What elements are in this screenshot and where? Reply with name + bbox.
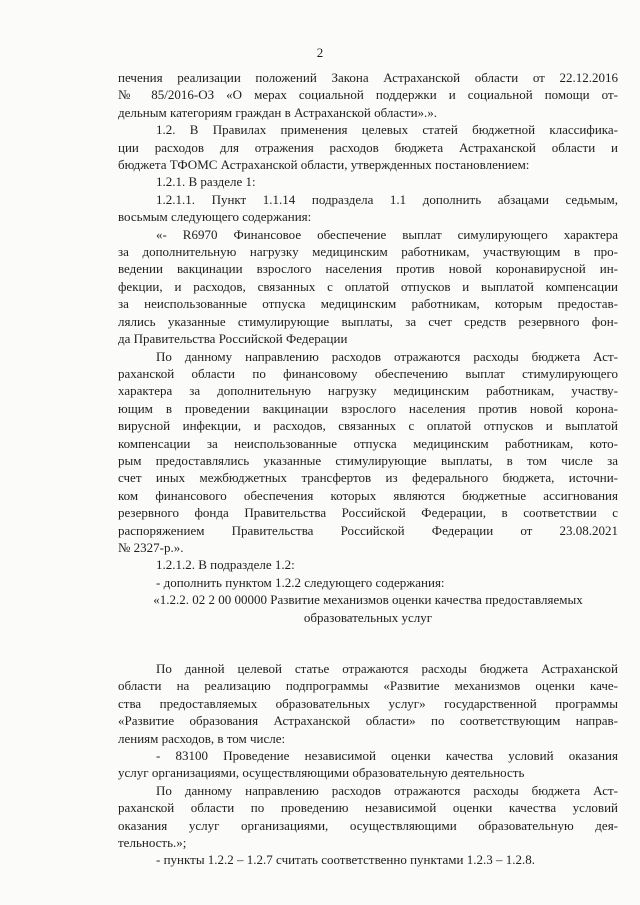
text-line: 1.2.1.1. Пункт 1.1.14 подраздела 1.1 дополнить абзацами седьмым, xyxy=(156,191,618,207)
text-line: № 2327-р.». xyxy=(118,539,184,555)
text-line: 1.2.1. В разделе 1: xyxy=(156,174,256,190)
document-body xyxy=(118,69,618,869)
text-line: счет иных межбюджетных трансфертов из федерального бюджета, источни- xyxy=(118,470,618,486)
text-line: ком финансового обеспечения которых являются бюджетные ассигнования xyxy=(118,487,618,503)
text-line: - дополнить пунктом 1.2.2 следующего содержания: xyxy=(156,574,445,590)
text-line: ющим в проведении вакцинации взрослого населения против новой корона- xyxy=(118,400,618,416)
text-line: печения реализации положений Закона Астраханской области от 22.12.2016 xyxy=(118,70,618,85)
text-line: По данной целевой статье отражаются расходы бюджета Астраханской xyxy=(156,661,618,676)
text-line: да Правительства Российской Федерации xyxy=(118,331,348,347)
text-line: раханской области по проведению независимой оценки качества условий xyxy=(118,800,618,816)
text-line: за дополнительную нагрузку медицинским работникам, участвующим в про- xyxy=(118,244,618,260)
text-line: тельность.»; xyxy=(118,835,187,851)
text-line: оказания услуг организациями, осуществляющими образовательную дея- xyxy=(118,817,618,833)
text-line: - 83100 Проведение независимой оценки качества условий оказания xyxy=(156,748,618,764)
text-line: фекции, и расходов, связанных с оплатой отпусков и выплатой компенсации xyxy=(118,278,618,294)
text-line: По данному направлению расходов отражаются расходы бюджета Аст- xyxy=(156,348,618,364)
blank-line xyxy=(118,626,618,660)
text-line: «Развитие образования Астраханской области» по соответствующим направ- xyxy=(118,713,618,729)
text-line: характера за дополнительную нагрузку медицинским работникам, участву- xyxy=(118,383,618,399)
text-line: ства предоставляемых образовательных услуг» государственной программы xyxy=(118,695,618,711)
text-line: восьмым следующего содержания: xyxy=(118,209,312,225)
text-line: «- R6970 Финансовое обеспечение выплат симулирующего характера xyxy=(156,226,618,242)
text-line: раханской области по финансовому обеспечению выплат стимулирующего xyxy=(118,365,618,381)
text-line: области на реализацию подпрограммы «Развитие механизмов оценки каче- xyxy=(118,678,618,694)
text-line: распоряжением Правительства Российской Федерации от 23.08.2021 xyxy=(118,522,618,538)
text-line: компенсации за неиспользованные отпуска медицинским работникам, кото- xyxy=(118,435,618,451)
text-line: 1.2.1.2. В подразделе 1.2: xyxy=(156,557,295,573)
text-line: ведении вакцинации взрослого населения против новой коронавирусной ин- xyxy=(118,261,618,277)
text-line: - пункты 1.2.2 – 1.2.7 считать соответственно пунктами 1.2.3 – 1.2.8. xyxy=(156,852,535,868)
text-line: ции расходов для отражения расходов бюджета Астраханской области и xyxy=(118,139,618,155)
text-line: рым предоставлялись указанные стимулирующие выплаты, в том числе за xyxy=(118,452,618,468)
text-line: лениям расходов, в том числе: xyxy=(118,730,286,746)
text-line: бюджета ТФОМС Астраханской области, утвержденных постановлением: xyxy=(118,157,530,173)
text-line: 1.2. В Правилах применения целевых статей бюджетной классифика- xyxy=(156,122,618,138)
text-line: лялись указанные стимулирующие выплаты, за счет средств резервного фон- xyxy=(118,313,618,329)
text-line: образовательных услуг xyxy=(303,609,433,625)
text-line: услуг организациями, осуществляющими образовательную деятельность xyxy=(118,765,525,781)
text-line: за неиспользованные отпуска медицинским работникам, которым предостав- xyxy=(118,296,618,312)
text-line: «1.2.2. 02 2 00 00000 Развитие механизмов оценки качества предоставляемых xyxy=(153,592,583,608)
text-line: По данному направлению расходов отражаются расходы бюджета Аст- xyxy=(156,782,618,798)
page-number: 2 xyxy=(316,45,324,60)
text-line: дельным категориям граждан в Астраханской области».». xyxy=(118,104,438,120)
text-line: резервного фонда Правительства Российской Федерации, в соответствии с xyxy=(118,505,618,521)
text-line: вирусной инфекции, и расходов, связанных с оплатой отпусков и выплатой xyxy=(118,418,618,434)
text-line: № 85/2016-ОЗ «О мерах социальной поддержки и социальной помощи от- xyxy=(118,87,618,103)
